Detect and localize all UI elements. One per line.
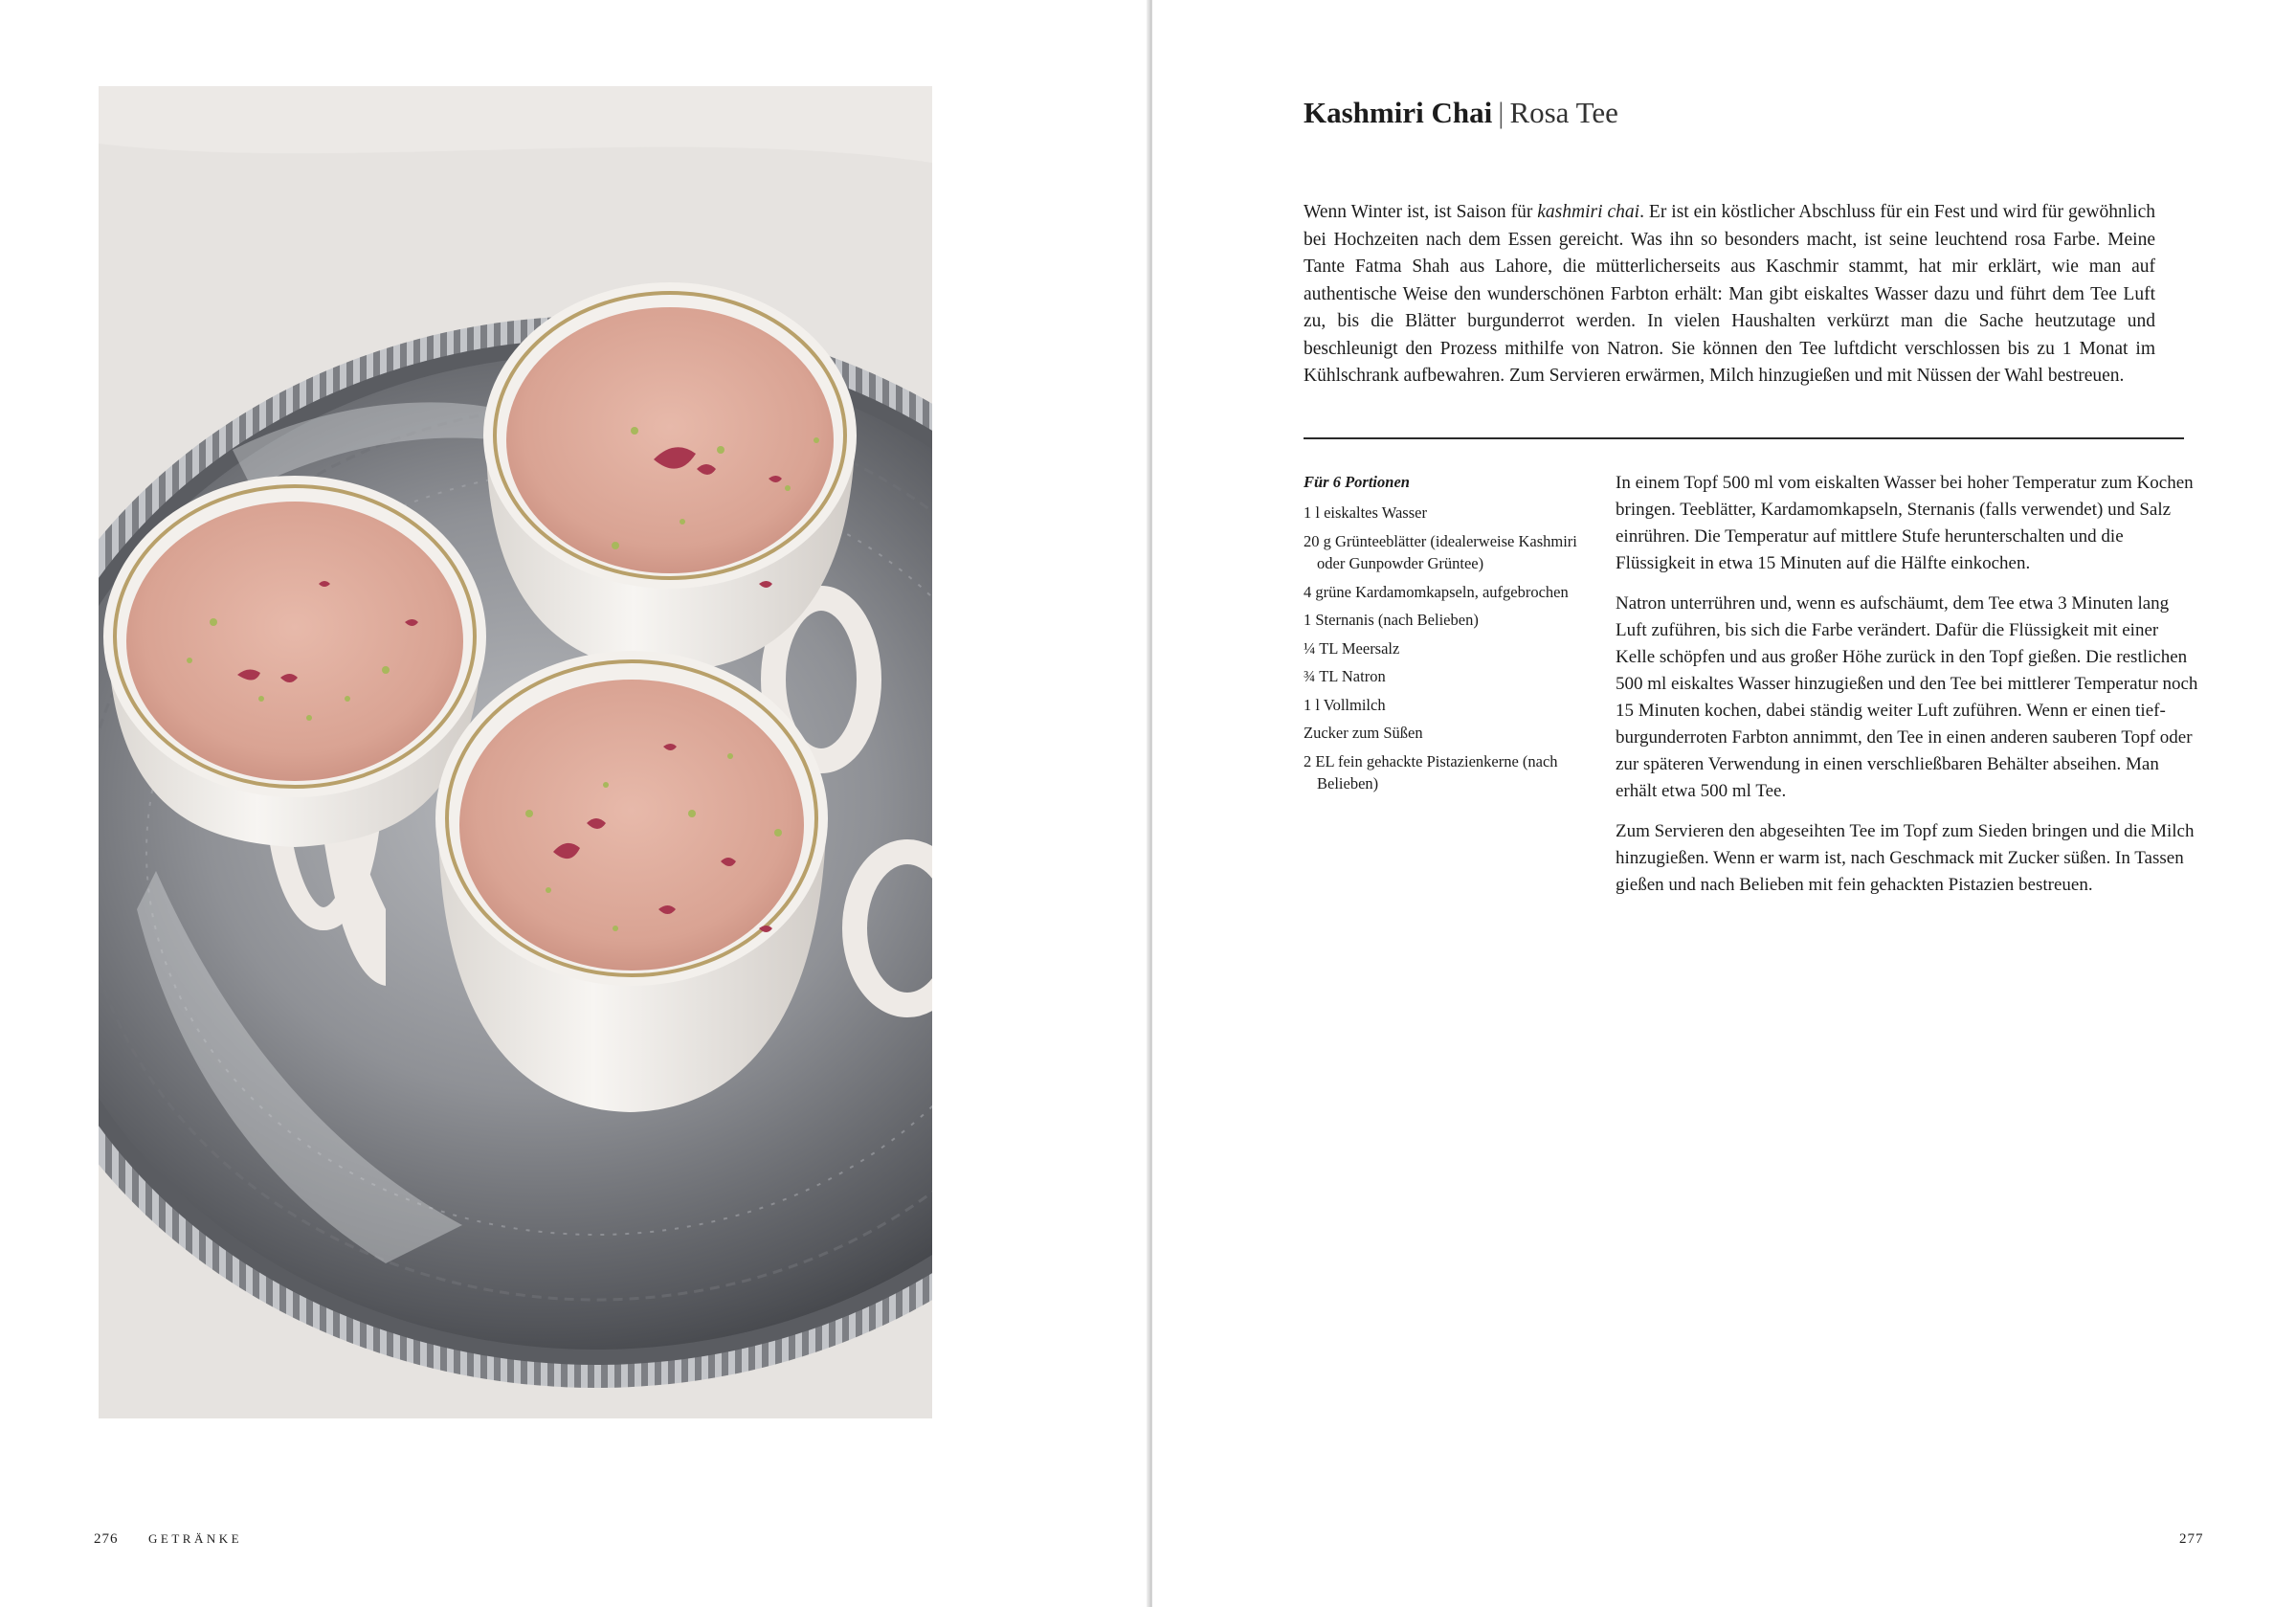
chai-cups-illustration bbox=[99, 86, 932, 1418]
ingredient-list bbox=[1304, 502, 1581, 795]
title-separator: | bbox=[1498, 96, 1505, 129]
ingredient-item: ¼ TL Meersalz bbox=[1304, 638, 1400, 658]
recipe-intro bbox=[1304, 199, 2155, 391]
page-number-right: 277 bbox=[2179, 1531, 2204, 1547]
method-step: Zum Servieren den abgeseihten Tee im Topf zum Sieden bringen und die Milch hinzugießen. Wenn er warm ist, nach Geschmack mit Zucker süßen. In Tassen gießen und nach Belieben mit fein gehackten Pistazien bestreuen. bbox=[1616, 821, 2195, 895]
running-header-section: GETRÄNKE bbox=[148, 1531, 243, 1546]
ingredient-item: 1 l eiskaltes Wasser bbox=[1304, 503, 1427, 522]
page-number-left: 276 bbox=[94, 1531, 119, 1547]
recipe-photo bbox=[99, 86, 932, 1418]
intro-text-1: Wenn Winter ist, ist Saison für bbox=[1304, 202, 1538, 222]
recipe-title bbox=[1304, 96, 1618, 130]
method-step: In einem Topf 500 ml vom eiskalten Wasser bei hoher Temperatur zum Kochen bringen. Teeblätter, Kardamomkapseln, Sternanis (falls verwendet) und Salz einrühren. Die Temperatur auf mittlere Stufe herunterschalten und die Flüssigkeit in etwa 15 Minuten auf die Hälfte einkochen. bbox=[1616, 473, 2194, 573]
intro-italic-term: kashmiri chai bbox=[1537, 202, 1640, 222]
ingredient-item: 20 g Grünteeblätter (idealerweise Kashmiri oder Gunpowder Grüntee) bbox=[1304, 531, 1577, 572]
method-column bbox=[1616, 470, 2201, 912]
ingredient-item: 1 Sternanis (nach Belieben) bbox=[1304, 611, 1479, 629]
recipe-subtitle: Rosa Tee bbox=[1509, 96, 1618, 129]
method-step: Natron unterrühren und, wenn es aufschäumt, dem Tee etwa 3 Minuten lang Luft zuführen, bis sich die Farbe verändert. Dafür die Flüssigkeit mit einer Kelle schöpfen und aus großer Höhe zurück in den Topf gießen. Die restlichen 500 ml eiskaltes Wasser hinzugießen und den Tee bei mittlerer Temperatur noch 15 Minuten kochen, dabei ständig weiter Luft zuführen. Wenn er einen tief-burgunderroten Farbton annimmt, den Tee in einen anderen sauberen Topf oder zur späteren Verwendung in einen verschließbaren Behälter abseihen. Man erhält etwa 500 ml Tee. bbox=[1616, 593, 2198, 801]
ingredient-item: Zucker zum Süßen bbox=[1304, 724, 1423, 742]
ingredient-item: 4 grüne Kardamomkapseln, aufgebrochen bbox=[1304, 582, 1569, 601]
ingredient-item: ¾ TL Natron bbox=[1304, 667, 1386, 685]
ingredients-column bbox=[1304, 473, 1581, 801]
ingredient-item: 1 l Vollmilch bbox=[1304, 695, 1386, 714]
servings: Für 6 Portionen bbox=[1304, 473, 1410, 491]
recipe-title-main: Kashmiri Chai bbox=[1304, 96, 1493, 129]
intro-text-2: . Er ist ein köstlicher Abschluss für ein Fest und wird für gewöhnlich bei Hochzeiten nach dem Essen gereicht. Was ihn so besonders macht, ist seine leuchtend rosa Farbe. Meine Tante Fatma Shah aus Lahore, die mütterlicherseits aus Kaschmir stammt, hat mir erklärt, wie man auf authentische Weise den wunderschönen Farbton erhält: Man gibt eiskaltes Wasser dazu und führt dem Tee Luft zu, bis die Blätter burgunderrot werden. In vielen Haushalten verkürzt man die Sache heutzutage und beschleunigt den Prozess mithilfe von Natron. Sie können den Tee luftdicht verschlossen bis zu 1 Monat im Kühlschrank aufbewahren. Zum Servieren erwärmen, Milch hinzugießen und mit Nüssen der Wahl bestreuen. bbox=[1304, 202, 2155, 386]
section-divider bbox=[1304, 437, 2184, 439]
ingredient-item: 2 EL fein gehackte Pistazienkerne (nach Belieben) bbox=[1304, 751, 1558, 792]
